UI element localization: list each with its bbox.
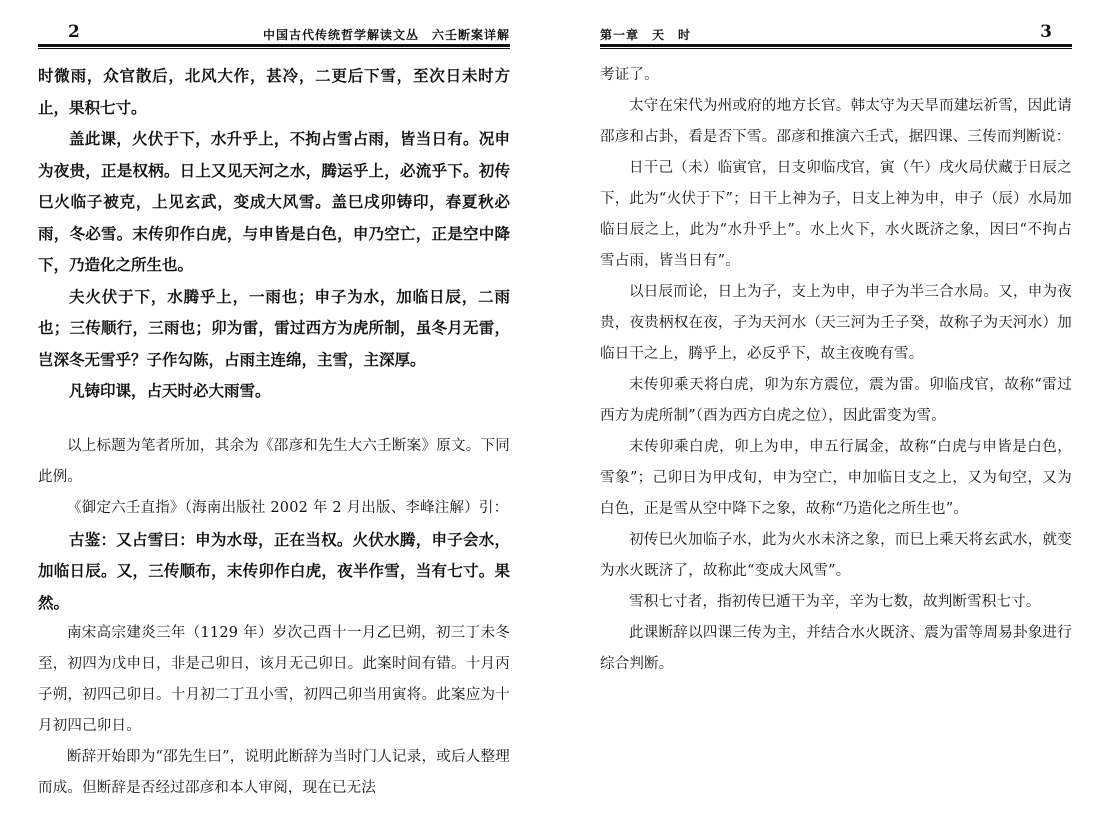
- paragraph: 南宋高宗建炎三年（1129 年）岁次己酉十一月乙巳朔，初三丁未冬至，初四为戊申日，非是己卯日，该月无己卯日。此案时间有错。十月丙子朔，初四己卯日。十月初二丁丑小雪，初四己卯当用寅将。此案应为十月初四己卯日。: [38, 625, 510, 734]
- header-rule: [38, 44, 510, 47]
- paragraph: 初传巳火加临子水，此为火水未济之象，而巳上乘天将玄武水，就变为水火既济了，故称此“变成大风雪”。: [600, 532, 1072, 579]
- header-rule: [600, 44, 1072, 47]
- right-page-header: [600, 0, 1072, 42]
- header-rule-thin: [600, 48, 1072, 49]
- paragraph: 末传卯乘天将白虎，卯为东方震位，震为雷。卯临戌官，故称“雷过西方为虎所制”（酉为西方白虎之位），因此雷变为雪。: [600, 377, 1072, 424]
- paragraph: 日干己（未）临寅官，日支卯临戌官，寅（午）戌火局伏藏于日辰之下，此为“火伏于下”；日干上神为子，日支上神为申，申子（辰）水局加临日辰之上，此为“水升乎上”。水上火下，水火既济之象，因曰“不拘占雪占雨，皆当日有”。: [600, 160, 1072, 269]
- paragraph: 断辞开始即为“邵先生曰”，说明此断辞为当时门人记录，或后人整理而成。但断辞是否经过邵彦和本人审阅，现在已无法: [38, 749, 510, 796]
- right-page: [600, 0, 1072, 820]
- header-rule-thin: [38, 48, 510, 49]
- paragraph-gap: [38, 407, 510, 431]
- right-running-header: 第一章 天 时: [600, 28, 692, 42]
- left-page-body: [38, 60, 510, 804]
- left-running-header: 中国古代传统哲学解读文丛 六壬断案详解: [262, 28, 510, 42]
- paragraph: 古鉴：又占雪曰：申为水母，正在当权。火伏水腾，申子会水，加临日辰。又，三传顺布，末传卯作白虎，夜半作雪，当有七寸。果然。: [38, 529, 510, 612]
- right-page-body: [600, 60, 1072, 680]
- left-page-number: 2: [68, 22, 80, 42]
- paragraph: 时微雨，众官散后，北风大作，甚冷，二更后下雪，至次日未时方止，果积七寸。: [38, 66, 510, 117]
- paragraph: 夫火伏于下，水腾乎上，一雨也；申子为水，加临日辰，二雨也；三传顺行，三雨也；卯为雷，雷过西方为虎所制，虽冬月无雷，岂深冬无雪乎？子作勾陈，占雨主连绵，主雪，主深厚。: [38, 286, 510, 369]
- left-page-header: [38, 0, 510, 42]
- paragraph: 《御定六壬直指》（海南出版社 2002 年 2 月出版、李峰注解）引：: [67, 499, 509, 516]
- paragraph: 雪积七寸者，指初传巳遁干为辛，辛为七数，故判断雪积七寸。: [629, 594, 1041, 610]
- paragraph: 盖此课，火伏于下，水升乎上，不拘占雪占雨，皆当日有。况申为夜贵，正是权柄。日上又见天河之水，腾运乎上，必流乎下。初传巳火临子被克，上见玄武，变成大风雪。盖巳戌卯铸印，春夏秋必雨，冬必雪。末传卯作白虎，与申皆是白色，申乃空亡，正是空中降下，乃造化之所生也。: [38, 129, 510, 274]
- right-page-number: 3: [1040, 22, 1052, 42]
- paragraph: 此课断辞以四课三传为主，并结合水火既济、震为雷等周易卦象进行综合判断。: [600, 625, 1072, 672]
- paragraph: 以日辰而论，日上为子，支上为申，申子为半三合水局。又，申为夜贵，夜贵柄权在夜，子为天河水（天三河为壬子癸，故称子为天河水）加临日干之上，腾乎上，必反乎下，故主夜晚有雪。: [600, 284, 1072, 362]
- paragraph: 末传卯乘白虎，卯上为申，申五行属金，故称“白虎与申皆是白色，雪象”；己卯日为甲戌旬，申为空亡，申加临日支之上，又为旬空，又为白色，正是雪从空中降下之象，故称“乃造化之所生也”。: [600, 439, 1072, 517]
- paragraph: 以上标题为笔者所加，其余为《邵彦和先生大六壬断案》原文。下同此例。: [38, 437, 510, 485]
- paragraph: 凡铸印课，占天时必大雨雪。: [69, 381, 271, 400]
- left-page: [38, 0, 510, 820]
- paragraph: 太守在宋代为州或府的地方长官。韩太守为天旱而建坛祈雪，因此请邵彦和占卦，看是否下雪。邵彦和推演六壬式，据四课、三传而判断说：: [600, 98, 1072, 145]
- paragraph: 考证了。: [600, 67, 659, 83]
